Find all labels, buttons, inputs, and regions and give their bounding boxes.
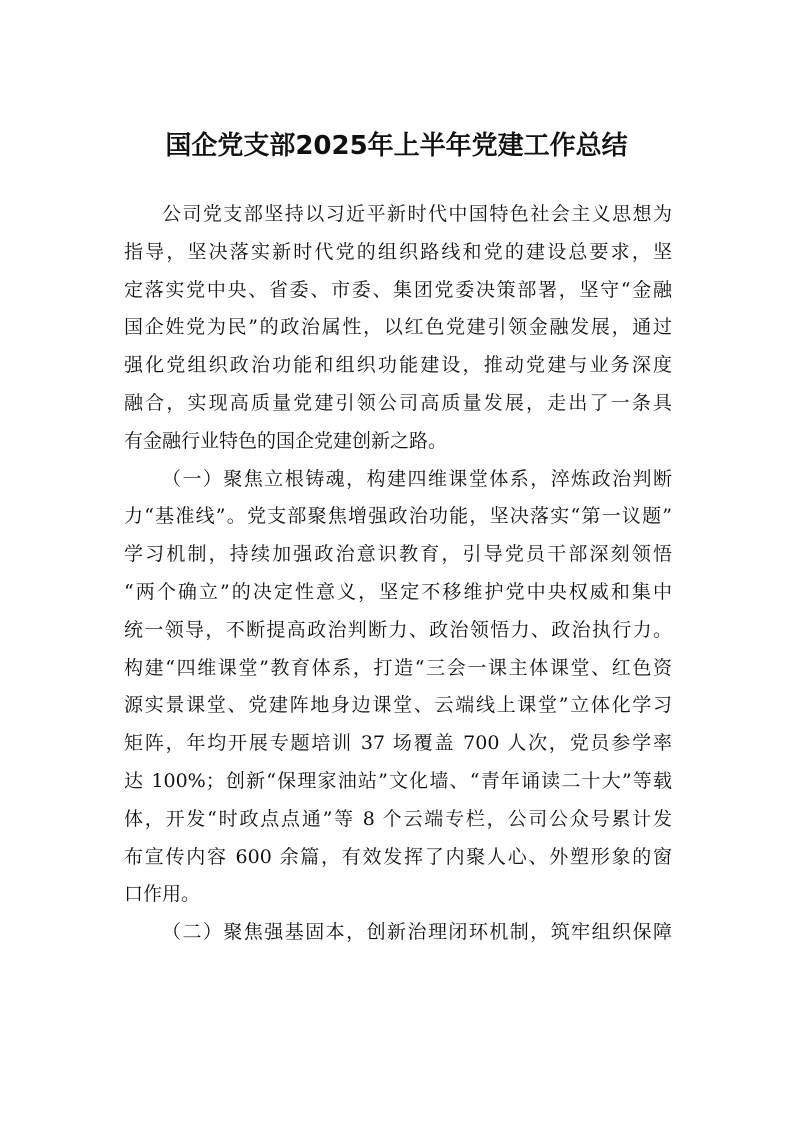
- text-line: 体，开发“时政点点通”等 8 个云端专栏，公司公众号累计发: [124, 807, 672, 830]
- text-line: 矩阵，年均开展专题培训 37 场覆盖 700 人次，党员参学率: [124, 732, 672, 755]
- text-line: （二）聚焦强基固本，创新治理闭环机制，筑牢组织保障: [162, 921, 672, 944]
- text-line: 源实景课堂、党建阵地身边课堂、云端线上课堂”立体化学习: [124, 694, 672, 717]
- text-line: 布宣传内容 600 余篇，有效发挥了内聚人心、外塑形象的窗: [124, 845, 672, 868]
- text-line: 指导，坚决落实新时代党的组织路线和党的建设总要求，坚: [124, 240, 672, 263]
- text-line: 统一领导，不断提高政治判断力、政治领悟力、政治执行力。: [124, 618, 672, 641]
- text-line: （一）聚焦立根铸魂，构建四维课堂体系，淬炼政治判断: [162, 467, 672, 490]
- paragraph-section-2: [124, 914, 672, 952]
- document-title: 国企党支部2025年上半年党建工作总结: [165, 131, 628, 161]
- document-body: [124, 196, 672, 952]
- text-line: 强化党组织政治功能和组织功能建设，推动党建与业务深度: [124, 354, 672, 377]
- text-line: 国企姓党为民”的政治属性，以红色党建引领金融发展，通过: [124, 316, 672, 339]
- text-line: 融合，实现高质量党建引领公司高质量发展，走出了一条具: [124, 391, 672, 414]
- text-line: 达 100%；创新“保理家油站”文化墙、“青年诵读二十大”等载: [124, 769, 672, 792]
- text-line: “两个确立”的决定性意义，坚定不移维护党中央权威和集中: [124, 580, 672, 603]
- text-line: 有金融行业特色的国企党建创新之路。: [124, 429, 448, 452]
- text-line: 构建“四维课堂”教育体系，打造“三会一课主体课堂、红色资: [124, 656, 672, 679]
- text-line: 公司党支部坚持以习近平新时代中国特色社会主义思想为: [162, 203, 672, 225]
- text-line: 力“基准线”。党支部聚焦增强政治功能，坚决落实“第一议题”: [124, 505, 672, 528]
- text-line: 定落实党中央、省委、市委、集团党委决策部署，坚守“金融: [124, 278, 672, 301]
- paragraph-intro: [124, 196, 672, 461]
- text-line: 学习机制，持续加强政治意识教育，引导党员干部深刻领悟: [124, 543, 672, 566]
- paragraph-section-1: [124, 461, 672, 915]
- text-line: 口作用。: [124, 883, 201, 906]
